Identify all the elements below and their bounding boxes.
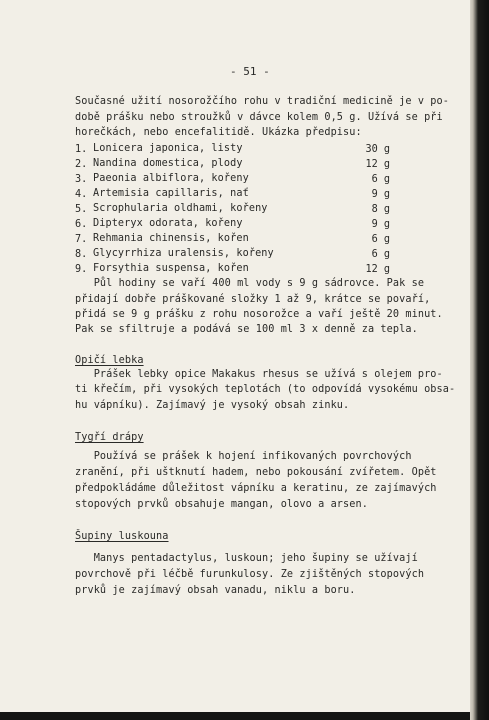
- recipe-ingredient: Nandina domestica, plody: [93, 158, 243, 169]
- recipe-amount: 12 g: [365, 159, 390, 170]
- section-line: zranění, při uštknutí hadem, nebo pokousání zvířetem. Opět: [75, 467, 437, 478]
- section-line: předpokládáme důležitost vápníku a keratinu, ze zajímavých: [75, 483, 437, 494]
- section-line: povrchově při léčbě furunkulosy. Ze zjištěných stopových: [75, 569, 425, 580]
- preparation-line: Pak se sfiltruje a podává se 100 ml 3 x denně za tepla.: [75, 324, 418, 335]
- intro-line: horečkách, nebo encefalitidě. Ukázka předpisu:: [75, 127, 362, 138]
- recipe-amount: 6 g: [371, 249, 390, 260]
- preparation-line: přidá se 9 g prášku z rohu nosorožce a vaří ještě 20 minut.: [75, 309, 443, 320]
- preparation-line: Půl hodiny se vaří 400 ml vody s 9 g sádrovce. Pak se: [75, 278, 425, 289]
- recipe-ingredient: Rehmania chinensis, kořen: [93, 233, 249, 244]
- recipe-number: 2.: [75, 159, 88, 170]
- recipe-number: 3.: [75, 174, 88, 185]
- recipe-number: 6.: [75, 219, 88, 230]
- recipe-ingredient: Lonicera japonica, listy: [93, 143, 243, 154]
- recipe-amount: 30 g: [365, 144, 390, 155]
- intro-line: době prášku nebo stroužků v dávce kolem 0,5 g. Užívá se při: [75, 112, 443, 123]
- recipe-ingredient: Scrophularia oldhami, kořeny: [93, 203, 268, 214]
- section-heading: Šupiny luskouna: [75, 531, 169, 542]
- recipe-amount: 9 g: [371, 219, 390, 230]
- recipe-number: 7.: [75, 234, 88, 245]
- recipe-number: 9.: [75, 264, 88, 275]
- recipe-ingredient: Dipteryx odorata, kořeny: [93, 218, 243, 229]
- recipe-amount: 6 g: [371, 174, 390, 185]
- section-line: Prášek lebky opice Makakus rhesus se užívá s olejem pro-: [75, 369, 443, 380]
- recipe-number: 4.: [75, 189, 88, 200]
- intro-line: Současné užití nosorožčího rohu v tradiční medicině je v po-: [75, 96, 450, 107]
- recipe-number: 5.: [75, 204, 88, 215]
- section-line: Manys pentadactylus, luskoun; jeho šupiny se užívají: [75, 553, 418, 564]
- section-heading: Opičí lebka: [75, 355, 144, 366]
- section-line: prvků je zajímavý obsah vanadu, niklu a boru.: [75, 585, 356, 596]
- section-heading: Tygří drápy: [75, 432, 144, 443]
- section-line: hu vápníku). Zajímavý je vysoký obsah zinku.: [75, 400, 350, 411]
- section-line: stopových prvků obsahuje mangan, olovo a arsen.: [75, 499, 368, 510]
- section-line: Používá se prášek k hojení infikovaných povrchových: [75, 451, 412, 462]
- recipe-ingredient: Forsythia suspensa, kořen: [93, 263, 249, 274]
- recipe-ingredient: Artemisia capillaris, nať: [93, 188, 249, 199]
- recipe-number: 8.: [75, 249, 88, 260]
- recipe-ingredient: Glycyrrhiza uralensis, kořeny: [93, 248, 274, 259]
- recipe-amount: 9 g: [371, 189, 390, 200]
- recipe-amount: 6 g: [371, 234, 390, 245]
- recipe-number: 1.: [75, 144, 88, 155]
- page-bottom-shadow: [0, 712, 470, 720]
- page-number: - 51 -: [230, 65, 270, 78]
- preparation-line: přidají dobře práškované složky 1 až 9, krátce se povaří,: [75, 294, 431, 305]
- page-edge-shadow: [470, 0, 489, 720]
- recipe-ingredient: Paeonia albiflora, kořeny: [93, 173, 249, 184]
- section-line: ti křečím, při vysokých teplotách (to odpovídá vysokému obsa-: [75, 384, 456, 395]
- recipe-amount: 12 g: [365, 264, 390, 275]
- recipe-amount: 8 g: [371, 204, 390, 215]
